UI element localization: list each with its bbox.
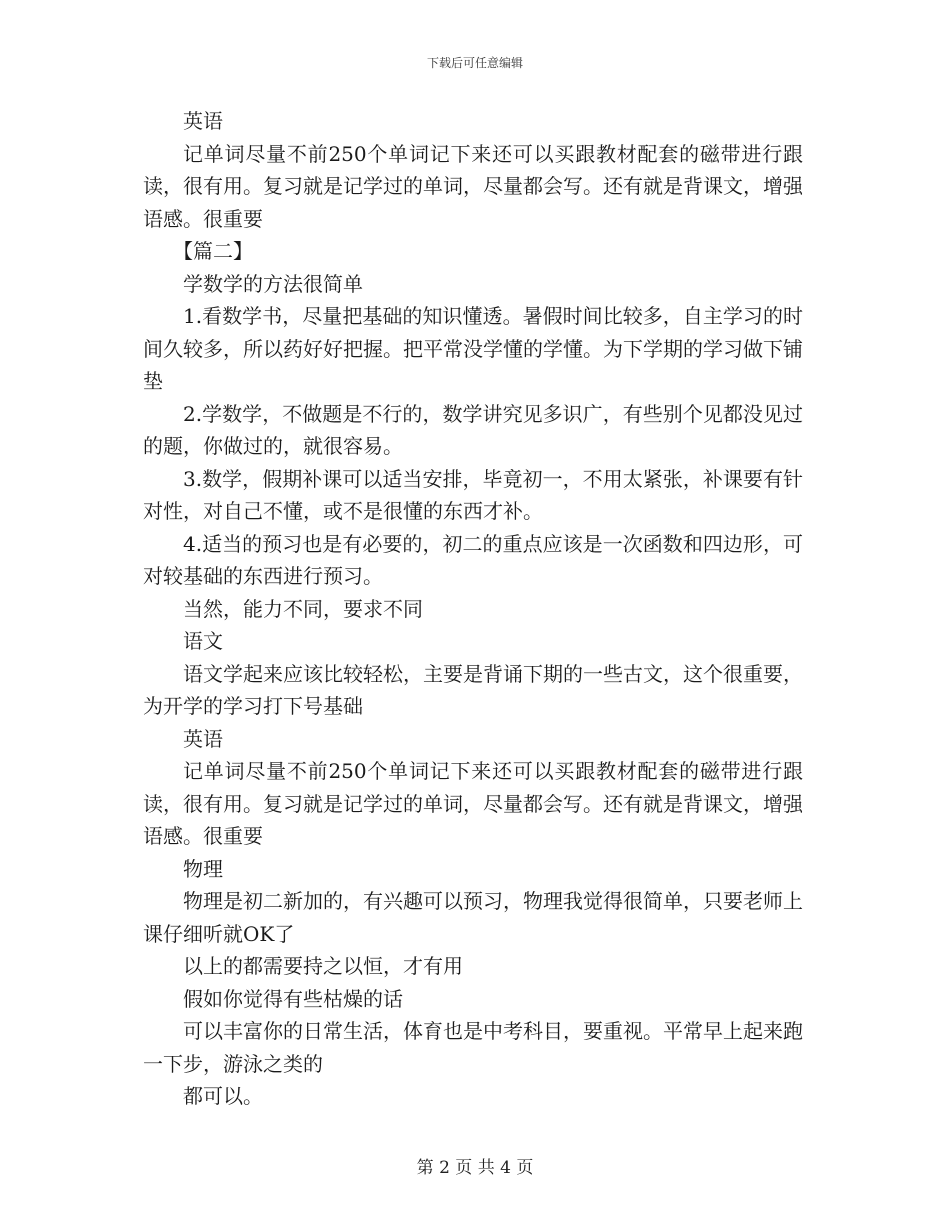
- list-item: 1.看数学书，尽量把基础的知识懂透。暑假时间比较多，自主学习的时间久较多，所以药好好把握。把平常没学懂的学懂。为下学期的学习做下铺垫: [143, 304, 803, 393]
- section-heading: 【篇二】: [173, 239, 253, 263]
- list-item: 3.数学，假期补课可以适当安排，毕竟初一，不用太紧张，补课要有针对性，对自己不懂，或不是很懂的东西才补。: [143, 466, 803, 523]
- list-item: 4.适当的预习也是有必要的，初二的重点应该是一次函数和四边形，可对较基础的东西进行预习。: [143, 531, 803, 588]
- paragraph-heading-english: 英语: [183, 726, 223, 751]
- paragraph-heading-chinese: 语文: [183, 629, 223, 653]
- paragraph: 以上的都需要持之以恒，才有用: [183, 954, 463, 978]
- paragraph: 记单词尽量不前250个单词记下来还可以买跟教材配套的磁带进行跟读，很有用。复习就是记学过的单词，尽量都会写。还有就是背课文，增强语感。很重要: [143, 141, 803, 231]
- paragraph: 可以丰富你的日常生活，体育也是中考科目，要重视。平常早上起来跑一下步，游泳之类的: [143, 1019, 803, 1076]
- paragraph: 当然，能力不同，要求不同: [183, 596, 423, 621]
- paragraph-heading-english: 英语: [183, 109, 223, 133]
- paragraph: 记单词尽量不前250个单词记下来还可以买跟教材配套的磁带进行跟读，很有用。复习就是记学过的单词，尽量都会写。还有就是背课文，增强语感。很重要: [143, 759, 803, 848]
- page-header: 下载后可任意编辑: [426, 56, 523, 70]
- paragraph: 假如你觉得有些枯燥的话: [183, 986, 403, 1011]
- page-footer: 第 2 页 共 4 页: [416, 1158, 534, 1178]
- paragraph: 物理是初二新加的，有兴趣可以预习，物理我觉得很简单，只要老师上课仔细听就OK了: [143, 889, 803, 946]
- paragraph-heading-math: 学数学的方法很简单: [183, 271, 363, 296]
- list-item: 2.学数学，不做题是不行的，数学讲究见多识广，有些别个见都没见过的题，你做过的，就很容易。: [143, 401, 803, 458]
- paragraph: 语文学起来应该比较轻松，主要是背诵下期的一些古文，这个很重要，为开学的学习打下号基础: [143, 661, 803, 718]
- document-body: [143, 105, 803, 1113]
- paragraph: 都可以。: [183, 1084, 263, 1108]
- paragraph-heading-physics: 物理: [183, 856, 223, 881]
